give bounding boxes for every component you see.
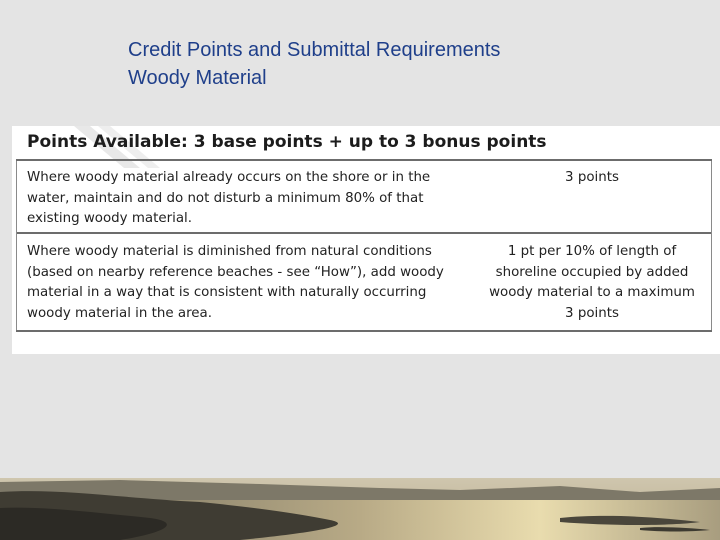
row-2-points [472, 242, 712, 324]
row-1-points [472, 168, 712, 189]
row-2-description-line: (based on nearby reference beaches - see “How”), add woody [27, 264, 444, 280]
table-left-border [16, 161, 17, 330]
slide-title-line-2: Woody Material [128, 67, 267, 89]
row-2-points-line: woody material to a maximum [489, 285, 695, 300]
row-2-description-line: Where woody material is diminished from natural conditions [27, 244, 432, 259]
table-top-rule [16, 159, 712, 161]
row-2-description [27, 242, 467, 324]
table-bottom-rule [16, 330, 712, 332]
table-middle-rule [16, 232, 712, 234]
row-1-description-line: existing woody material. [27, 211, 193, 226]
row-1-description-line: water, maintain and do not disturb a minimum 80% of that [27, 190, 424, 206]
row-1-description-line: Where woody material already occurs on the shore or in the [27, 170, 431, 185]
row-1-description [27, 168, 467, 230]
points-available-heading: Points Available: 3 base points + up to 3 bonus points [27, 132, 547, 152]
shoreline-landscape-photo [0, 478, 720, 540]
row-2-points-line: 1 pt per 10% of length of [507, 244, 677, 259]
slide-title [128, 36, 500, 92]
row-2-points-line: shoreline occupied by added [495, 264, 689, 280]
row-2-description-line: woody material in the area. [27, 305, 212, 321]
slide-title-line-1: Credit Points and Submittal Requirements [128, 39, 501, 61]
row-2-description-line: material in a way that is consistent with naturally occurring [27, 285, 427, 300]
points-table-panel [12, 126, 720, 354]
row-1-points-line: 3 points [565, 170, 619, 185]
row-2-points-line: 3 points [565, 305, 619, 321]
